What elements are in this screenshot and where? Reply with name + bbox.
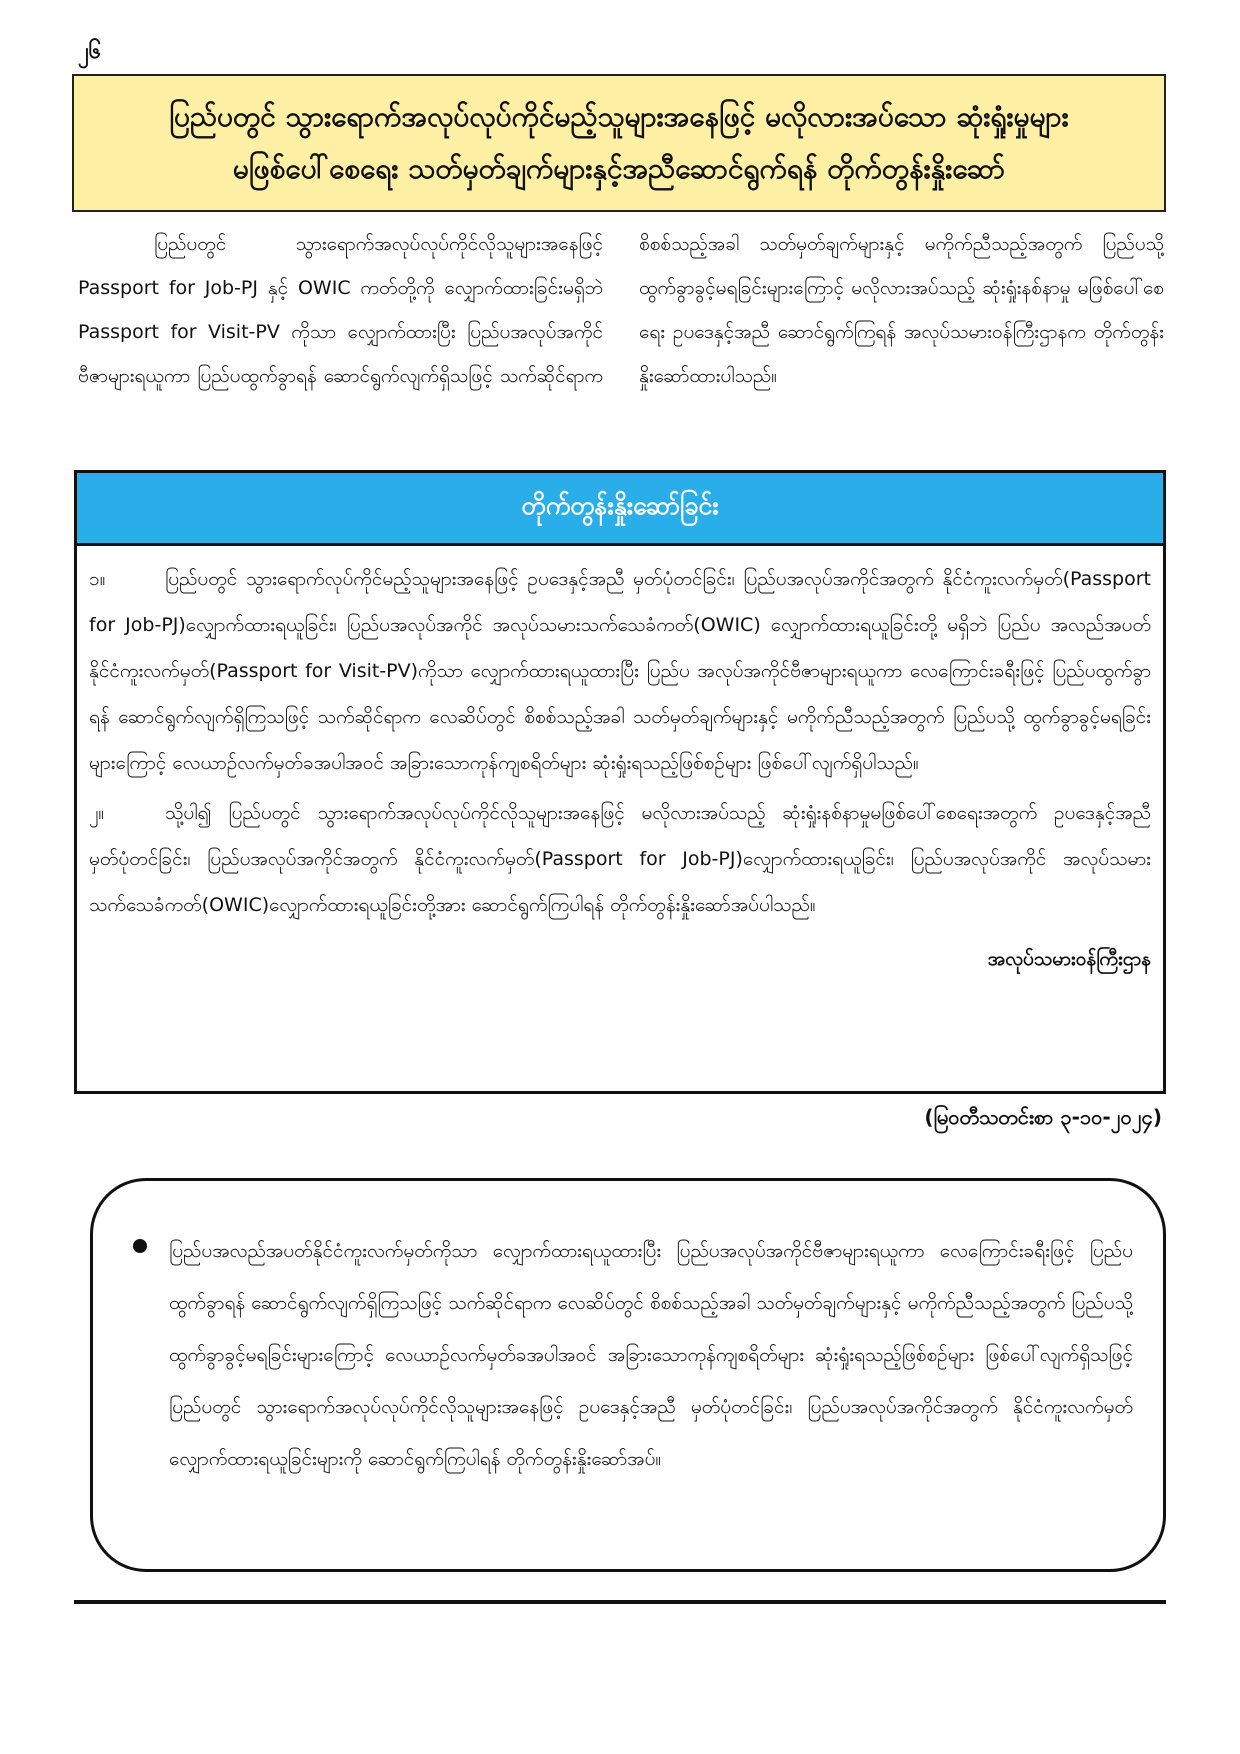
notice-body xyxy=(77,546,1163,982)
paragraph-text: သို့ပါ၍ ပြည်ပတွင် သွားရောက်အလုပ်လုပ်ကိုင်လိုသူများအနေဖြင့် မလိုလားအပ်သည့် ဆုံးရှုံးနစ်နာမှုမဖြစ်ပေါ်စေရေးအတွက် ဥပဒေနှင့်အညီ မှတ်ပုံတင်ခြင်း၊ ပြည်ပအလုပ်အကိုင်အတွက် နိုင်ငံကူးလက်မှတ်(Passport for Job-PJ)လျှောက်ထားရယူခြင်း၊ ပြည်ပအလုပ်အကိုင် အလုပ်သမားသက်သေခံကတ်(OWIC)လျှောက်ထားရယူခြင်းတို့အား ဆောင်ရွက်ကြပါရန် တိုက်တွန်းနှိုးဆော်အပ်ပါသည်။ xyxy=(89,802,1151,916)
notice-heading: တိုက်တွန်းနှိုးဆော်ခြင်း xyxy=(521,490,719,520)
summary-item xyxy=(123,1225,1133,1485)
notice-header xyxy=(77,473,1163,546)
bottom-divider xyxy=(74,1600,1166,1604)
paragraph-number: ၂။ xyxy=(89,802,105,824)
summary-box xyxy=(90,1178,1166,1572)
bullet-icon xyxy=(133,1239,147,1253)
title-box xyxy=(72,74,1166,212)
page-number: ၂၆ xyxy=(78,39,102,64)
intro-text xyxy=(78,222,1164,442)
signature: အလုပ်သမားဝန်ကြီးဌာန xyxy=(987,948,1151,970)
title-line-1: ပြည်ပတွင် သွားရောက်အလုပ်လုပ်ကိုင်မည့်သူများအနေဖြင့် မလိုလားအပ်သော ဆုံးရှုံးမှုများ xyxy=(169,100,1069,133)
paragraph-text: ပြည်ပတွင် သွားရောက်လုပ်ကိုင်မည့်သူများအနေဖြင့် ဥပဒေနှင့်အညီ မှတ်ပုံတင်ခြင်း၊ ပြည်ပအလုပ်အကိုင်အတွက် နိုင်ငံကူးလက်မှတ်(Passport for Job-PJ)လျှောက်ထားရယူခြင်း၊ ပြည်ပအလုပ်အကိုင် အလုပ်သမားသက်သေခံကတ်(OWIC) လျှောက်ထားရယူခြင်းတို့ မရှိဘဲ ပြည်ပ အလည်အပတ်နိုင်ငံကူးလက်မှတ်(Passport for Visit-PV)ကိုသာ လျှောက်ထားရယူထားပြီး ပြည်ပ အလုပ်အကိုင်ဗီဇာများရယူကာ လေကြောင်းခရီးဖြင့် ပြည်ပထွက်ခွာရန် ဆောင်ရွက်လျက်ရှိကြသဖြင့် သက်ဆိုင်ရာက လေဆိပ်တွင် စိစစ်သည့်အခါ သတ်မှတ်ချက်များနှင့် မကိုက်ညီသည့်အတွက် ပြည်ပသို့ ထွက်ခွာခွင့်မရခြင်းများကြောင့် လေယာဉ်လက်မှတ်ခအပါအဝင် အခြားသောကုန်ကျစရိတ်များ ဆုံးရှုံးရသည့်ဖြစ်စဉ်များ ဖြစ်ပေါ်လျက်ရှိပါသည်။ xyxy=(89,568,1151,774)
notice-paragraph-2 xyxy=(89,790,1151,928)
summary-text: ပြည်ပအလည်အပတ်နိုင်ငံကူးလက်မှတ်ကိုသာ လျှောက်ထားရယူထားပြီး ပြည်ပအလုပ်အကိုင်ဗီဇာများရယူကာ လေကြောင်းခရီးဖြင့် ပြည်ပထွက်ခွာရန် ဆောင်ရွက်လျက်ရှိကြသဖြင့် သက်ဆိုင်ရာက လေဆိပ်တွင် စိစစ်သည့်အခါ သတ်မှတ်ချက်များနှင့် မကိုက်ညီသည့်အတွက် ပြည်ပသို့ ထွက်ခွာခွင့်မရခြင်းများကြောင့် လေယာဉ်လက်မှတ်ခအပါအဝင် အခြားသောကုန်ကျစရိတ်များ ဆုံးရှုံးရသည့်ဖြစ်စဉ်များ ဖြစ်ပေါ်လျက်ရှိသဖြင့် ပြည်ပတွင် သွားရောက်အလုပ်လုပ်ကိုင်လိုသူများအနေဖြင့် ဥပဒေနှင့်အညီ မှတ်ပုံတင်ခြင်း၊ ပြည်ပအလုပ်အကိုင်အတွက် နိုင်ငံကူးလက်မှတ်လျှောက်ထားရယူခြင်းများကို ဆောင်ရွက်ကြပါရန် တိုက်တွန်းနှိုးဆော်အပ်။ xyxy=(169,1240,1133,1470)
notice-paragraph-1 xyxy=(89,556,1151,786)
intro-paragraph: ပြည်ပတွင် သွားရောက်အလုပ်လုပ်ကိုင်လိုသူများအနေဖြင့် Passport for Job-PJ နှင့် OWIC ကတ်တို့ကို လျှောက်ထားခြင်းမရှိဘဲ Passport for Visit-PV ကိုသာ လျှောက်ထားပြီး ပြည်ပအလုပ်အကိုင်ဗီဇာများရယူကာ ပြည်ပထွက်ခွာရန် ဆောင်ရွက်လျက်ရှိသဖြင့် သက်ဆိုင်ရာက စိစစ်သည့်အခါ သတ်မှတ်ချက်များနှင့် မကိုက်ညီသည့်အတွက် ပြည်ပသို့ ထွက်ခွာခွင့်မရခြင်းများကြောင့် မလိုလားအပ်သည့် ဆုံးရှုံးနစ်နာမှု မဖြစ်ပေါ်စေရေး ဥပဒေနှင့်အညီ ဆောင်ရွက်ကြရန် အလုပ်သမားဝန်ကြီးဌာနက တိုက်တွန်းနှိုးဆော်ထားပါသည်။ xyxy=(78,233,1164,387)
notice-box xyxy=(74,470,1166,1094)
source-citation: (မြဝတီသတင်းစာ ၃-၁၀-၂၀၂၄) xyxy=(924,1105,1162,1129)
title-line-2: မဖြစ်ပေါ်စေရေး သတ်မှတ်ချက်များနှင့်အညီဆောင်ရွက်ရန် တိုက်တွန်းနှိုးဆော် xyxy=(232,152,1006,185)
paragraph-number: ၁။ xyxy=(89,568,106,590)
